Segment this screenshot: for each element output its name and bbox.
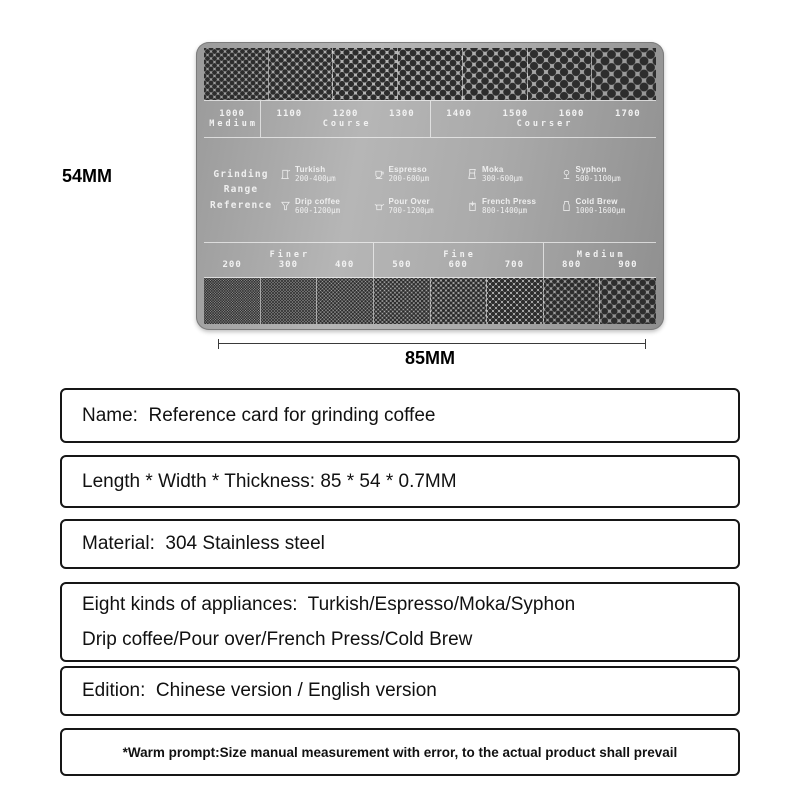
hole-pattern — [317, 278, 374, 324]
spec-box-appliances — [60, 582, 740, 662]
scale-number: 1600 — [558, 109, 585, 119]
scale-number: 1300 — [389, 109, 415, 119]
method-name: French Press — [482, 197, 537, 206]
spec-line: Drip coffee/Pour over/French Press/Cold Brew — [82, 629, 473, 650]
scale-number: 1100 — [276, 109, 303, 119]
scale-group-label: Medium — [209, 119, 258, 129]
hole-pattern — [528, 48, 593, 100]
method-range: 600-1200μm — [295, 206, 341, 215]
method-pour-over — [374, 197, 464, 215]
scale-number: 1200 — [332, 109, 359, 119]
scale-number: 1700 — [615, 109, 641, 119]
title-line: Range — [223, 184, 259, 196]
hole-pattern — [374, 278, 431, 324]
syphon-icon — [561, 168, 572, 180]
scale-number: 500 — [392, 260, 412, 270]
scale-group-courser — [431, 101, 656, 137]
spec-line: Length * Width * Thickness: 85 * 54 * 0.7MM — [82, 470, 457, 492]
hole-pattern — [333, 48, 398, 100]
method-range: 700-1200μm — [388, 206, 434, 215]
method-range: 200-400μm — [295, 174, 336, 183]
espresso-cup-icon — [374, 168, 385, 180]
scale-group-label: Finer — [269, 250, 311, 260]
method-syphon — [561, 165, 651, 183]
spec-line: Edition: Chinese version / English version — [82, 680, 437, 701]
method-range: 500-1100μm — [575, 174, 621, 183]
footnote-text: *Warm prompt:Size manual measurement with error, to the actual product shall prevail — [122, 744, 678, 760]
drip-coffee-icon — [280, 200, 291, 212]
hole-pattern — [204, 48, 269, 100]
french-press-icon — [467, 200, 478, 212]
method-drip-coffee — [280, 197, 370, 215]
height-dimension-label: 54MM — [62, 166, 113, 186]
scale-number: 400 — [334, 260, 355, 270]
grinding-range-title — [210, 167, 272, 213]
grinding-reference-card — [196, 42, 664, 330]
spec-line: Name: Reference card for grinding coffee — [82, 404, 436, 426]
pour-over-kettle-icon — [374, 200, 385, 212]
method-espresso — [374, 165, 464, 183]
method-name: Cold Brew — [575, 197, 618, 206]
scale-group-fine — [374, 243, 544, 277]
scale-group-label: Courser — [516, 119, 574, 129]
width-dimension-line — [218, 343, 646, 344]
method-range: 800-1400μm — [482, 206, 528, 215]
hole-pattern — [261, 278, 318, 324]
scale-number: 700 — [504, 260, 524, 270]
method-name: Moka — [482, 165, 504, 174]
scale-number: 900 — [618, 260, 638, 270]
method-range: 300-600μm — [482, 174, 523, 183]
spec-line: Eight kinds of appliances: Turkish/Espresso/Moka/Syphon — [82, 593, 576, 615]
hole-pattern — [398, 48, 463, 100]
width-dimension-label: 85MM — [404, 348, 455, 368]
scale-number: 200 — [222, 260, 242, 270]
hole-pattern — [600, 278, 656, 324]
method-name: Drip coffee — [295, 197, 341, 206]
scale-group-label: Medium — [576, 250, 626, 260]
scale-number: 1400 — [446, 109, 472, 119]
scale-number: 1500 — [502, 109, 529, 119]
scale-group-label: Course — [322, 119, 372, 129]
method-name: Espresso — [388, 165, 427, 174]
scale-number: 600 — [448, 260, 468, 270]
scale-group-label: Fine — [443, 250, 476, 260]
scale-number: 300 — [278, 260, 298, 270]
coarse-hole-strip — [204, 48, 656, 100]
method-name: Pour Over — [388, 197, 430, 206]
grinding-range-section — [196, 138, 664, 242]
method-name: Syphon — [575, 165, 607, 174]
hole-pattern — [431, 278, 488, 324]
scale-number: 1000 — [219, 109, 245, 119]
warm-prompt-box — [60, 728, 740, 776]
bottom-scale — [204, 242, 656, 278]
method-range: 200-600μm — [388, 174, 430, 183]
hole-pattern — [269, 48, 334, 100]
spec-box-edition — [60, 666, 740, 716]
scale-number: 800 — [561, 260, 582, 270]
spec-line: Material: 304 Stainless steel — [82, 533, 325, 554]
scale-group-medium — [204, 101, 261, 137]
turkish-pot-icon — [280, 168, 291, 180]
hole-pattern — [592, 48, 656, 100]
method-name: Turkish — [295, 165, 326, 174]
title-line: Reference — [210, 199, 273, 211]
hole-pattern — [204, 278, 261, 324]
title-line: Grinding — [213, 169, 269, 181]
fine-mesh-strip — [204, 278, 656, 324]
hole-pattern — [487, 278, 544, 324]
scale-group-finer — [204, 243, 374, 277]
scale-group-course — [261, 101, 431, 137]
method-moka — [467, 165, 557, 183]
hole-pattern — [463, 48, 528, 100]
top-scale — [204, 100, 656, 138]
method-range: 1000-1600μm — [575, 206, 626, 215]
spec-box-name — [60, 388, 740, 443]
spec-box-material — [60, 519, 740, 569]
hole-pattern — [544, 278, 601, 324]
spec-box-dimensions — [60, 455, 740, 508]
cold-brew-bottle-icon — [561, 200, 572, 212]
method-cold-brew — [561, 197, 651, 215]
moka-pot-icon — [467, 168, 478, 180]
scale-group-medium-bottom — [544, 243, 657, 277]
method-french-press — [467, 197, 557, 215]
method-turkish — [280, 165, 370, 183]
methods-grid — [280, 165, 650, 215]
